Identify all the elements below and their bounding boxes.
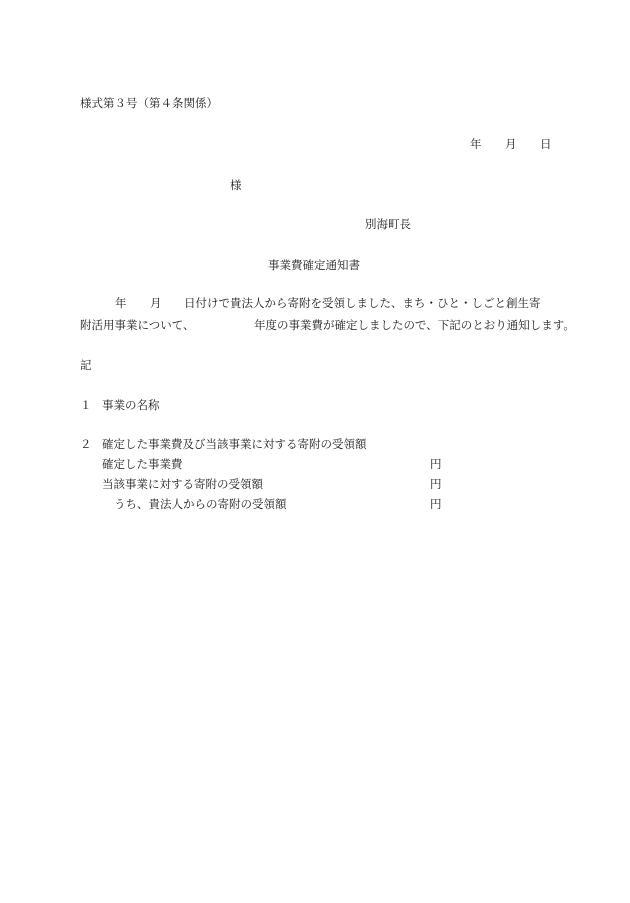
body-line2-text-a: 附活用事業について、 — [80, 318, 195, 332]
ki-heading: 記 — [80, 358, 92, 372]
item-label: 確定した事業費及び当該事業に対する寄附の受領額 — [102, 437, 367, 451]
sub-item-unit: 円 — [430, 497, 442, 511]
recipient-suffix: 様 — [230, 178, 242, 192]
sub-item-label: うち、貴法人からの寄附の受領額 — [114, 497, 287, 511]
date-month-label: 月 — [505, 137, 517, 151]
sub-item-label: 確定した事業費 — [102, 457, 183, 471]
sub-item-unit: 円 — [430, 457, 442, 471]
date-year-label: 年 — [470, 137, 482, 151]
body-year-label: 年 — [115, 296, 127, 310]
body-line1-text: 日付けで貴法人から寄附を受領しました、まち・ひと・しごと創生寄 — [184, 296, 541, 310]
item-label: 事業の名称 — [102, 398, 160, 412]
sub-item-unit: 円 — [430, 477, 442, 491]
body-line2-text-b: 年度の事業費が確定しましたので、下記のとおり通知します。 — [254, 318, 575, 332]
body-month-label: 月 — [150, 296, 162, 310]
form-number: 様式第３号（第４条関係） — [80, 96, 218, 110]
sub-item-label: 当該事業に対する寄附の受領額 — [102, 477, 263, 491]
date-day-label: 日 — [540, 137, 552, 151]
item-number: １ — [80, 398, 92, 412]
issuer: 別海町長 — [365, 217, 411, 231]
item-number: ２ — [80, 437, 92, 451]
document-title: 事業費確定通知書 — [268, 258, 360, 272]
